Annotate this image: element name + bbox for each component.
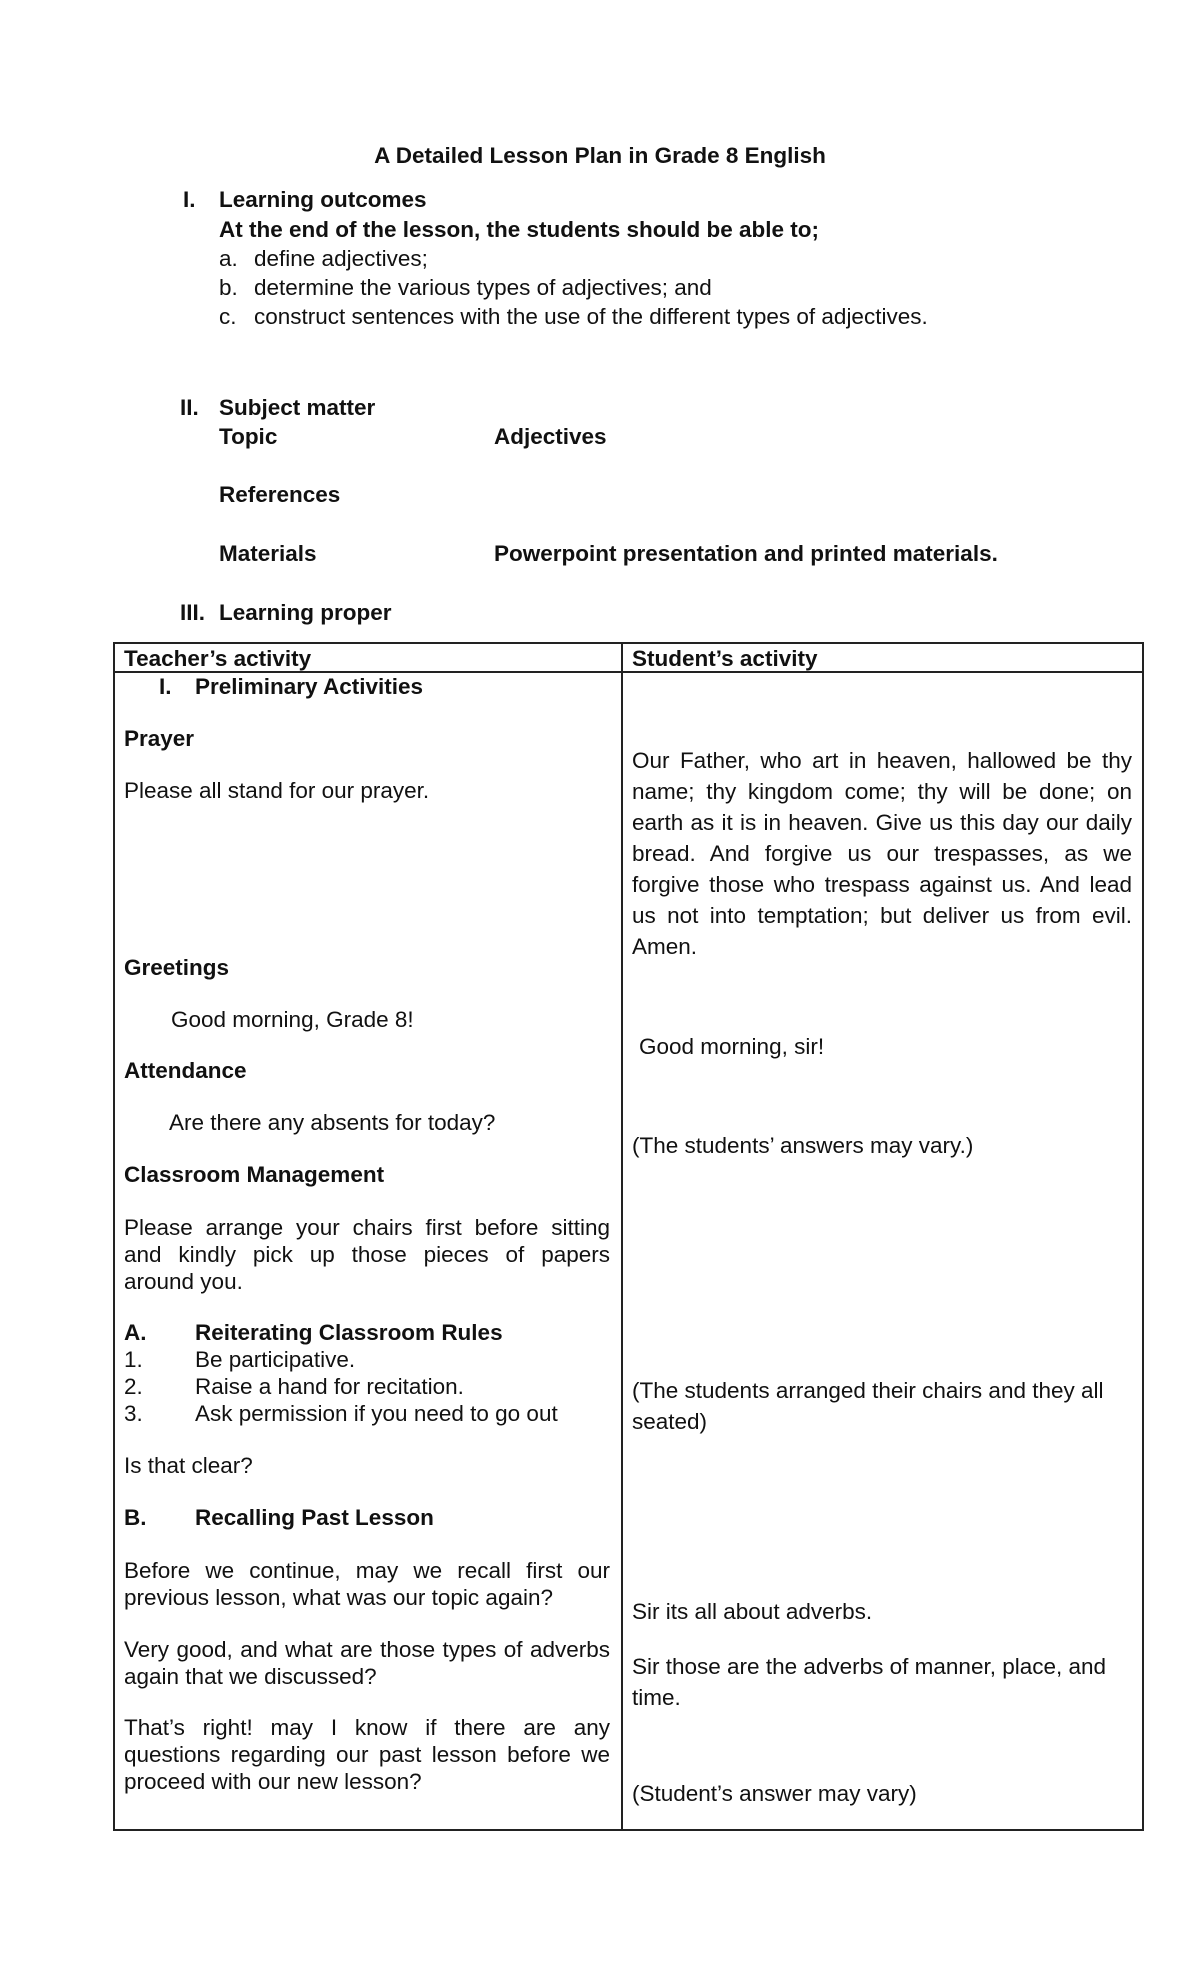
list-marker: a.: [219, 246, 238, 271]
student-answer-3: (Student’s answer may vary): [632, 1781, 917, 1806]
rule-marker: 2.: [124, 1374, 143, 1399]
table-border-bottom: [113, 1829, 1144, 1831]
table-border-right: [1142, 642, 1144, 1830]
section-numeral: I.: [183, 187, 196, 212]
recall-question-1: Before we continue, may we recall first our previous lesson, what was our topic again?: [124, 1558, 610, 1610]
prayer-heading: Prayer: [124, 726, 195, 751]
materials-label: Materials: [219, 541, 317, 566]
prelim-numeral: I.: [159, 674, 172, 699]
recall-heading: Recalling Past Lesson: [195, 1505, 434, 1530]
table-column-divider: [621, 642, 623, 1830]
section-heading: Learning proper: [219, 600, 392, 625]
student-prayer: Our Father, who art in heaven, hallowed be thy name; thy kingdom come; thy will be done; on earth as it is in heaven. Give us this day our daily bread. And forgive us our trespasses, as we forgive those who trespass against us. And lead us not into temptation; but deliver us from evil. Amen.: [632, 748, 1132, 960]
recall-question-3: That’s right! may I know if there are any questions regarding our past lesson before we proceed with our new lesson?: [124, 1715, 610, 1794]
attendance-text: Are there any absents for today?: [169, 1110, 496, 1135]
rule-item: Ask permission if you need to go out: [195, 1401, 558, 1426]
rule-item: Raise a hand for recitation.: [195, 1374, 464, 1399]
recall-marker: B.: [124, 1505, 147, 1530]
list-item: define adjectives;: [254, 246, 428, 271]
student-attendance: (The students’ answers may vary.): [632, 1133, 974, 1158]
table-border-top: [113, 642, 1144, 644]
topic-value: Adjectives: [494, 424, 607, 449]
rules-marker: A.: [124, 1320, 147, 1345]
outcomes-intro: At the end of the lesson, the students should be able to;: [219, 217, 820, 242]
rule-marker: 3.: [124, 1401, 143, 1426]
management-text: Please arrange your chairs first before sitting and kindly pick up those pieces of papers around you.: [124, 1215, 610, 1294]
column-header-teacher: Teacher’s activity: [124, 646, 312, 671]
greetings-text: Good morning, Grade 8!: [171, 1007, 414, 1032]
list-marker: b.: [219, 275, 238, 300]
rule-marker: 1.: [124, 1347, 143, 1372]
materials-value: Powerpoint presentation and printed materials.: [494, 541, 998, 566]
recall-question-2: Very good, and what are those types of adverbs again that we discussed?: [124, 1637, 610, 1689]
clear-text: Is that clear?: [124, 1453, 253, 1478]
list-item: determine the various types of adjectives; and: [254, 275, 712, 300]
list-item: construct sentences with the use of the different types of adjectives.: [254, 304, 928, 329]
student-answer-2: Sir those are the adverbs of manner, place, and time.: [632, 1654, 1107, 1711]
page-title: A Detailed Lesson Plan in Grade 8 English: [374, 143, 826, 168]
column-header-student: Student’s activity: [632, 646, 818, 671]
attendance-heading: Attendance: [124, 1058, 247, 1083]
topic-label: Topic: [219, 424, 278, 449]
student-greeting: Good morning, sir!: [639, 1034, 825, 1059]
prelim-heading: Preliminary Activities: [195, 674, 424, 699]
management-heading: Classroom Management: [124, 1162, 385, 1187]
rules-heading: Reiterating Classroom Rules: [195, 1320, 503, 1345]
list-marker: c.: [219, 304, 237, 329]
section-numeral: III.: [180, 600, 206, 625]
student-arranged: (The students arranged their chairs and they all seated): [632, 1378, 1104, 1435]
section-numeral: II.: [180, 395, 199, 420]
prayer-text: Please all stand for our prayer.: [124, 778, 430, 803]
section-heading: Learning outcomes: [219, 187, 427, 212]
table-border-left: [113, 642, 115, 1830]
greetings-heading: Greetings: [124, 955, 230, 980]
section-heading: Subject matter: [219, 395, 376, 420]
student-answer-1: Sir its all about adverbs.: [632, 1599, 873, 1624]
rule-item: Be participative.: [195, 1347, 356, 1372]
references-label: References: [219, 482, 341, 507]
